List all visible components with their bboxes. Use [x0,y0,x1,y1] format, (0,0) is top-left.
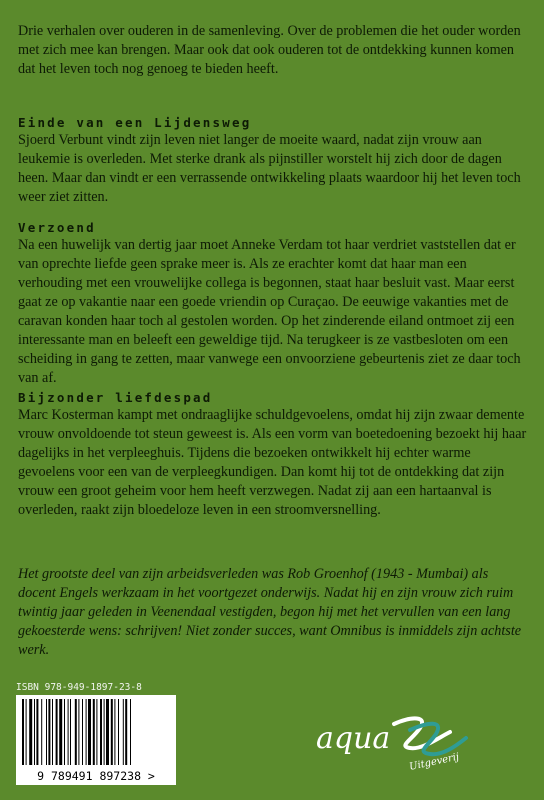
barcode-bar [41,699,42,765]
barcode-bar [106,699,109,765]
barcode-bar [68,699,69,765]
barcode-bar [104,699,105,765]
barcode-bar [82,699,83,765]
barcode-bar [96,699,97,765]
barcode-bar [93,699,95,765]
barcode-bar [86,699,87,765]
logo-text: aqua [316,721,391,756]
barcode-bar [36,699,38,765]
story-title: Verzoend [18,220,96,235]
barcode-bar [100,699,102,765]
barcode-bar [29,699,32,765]
story-3 [18,390,528,520]
barcode-bar [111,699,113,765]
story-1 [18,115,528,207]
barcode-bar [56,699,58,765]
publisher-logo [312,712,472,792]
story-text: Marc Kosterman kampt met ondraaglijke schuldgevoelens, omdat hij zijn zwaar demente vrouw onvoldoende tot steun geweest is. Als een vorm van boetedoening bezoekt hij haar dagelijks in het verpleeghuis. Tijdens die bezoeken ontwikkelt hij echter warme gevoelens voor een van de verpleegkundigen. Dan komt hij tot de ontdekking dat zijn vrouw een groot geheim voor hem heeft verzwegen. Nadat zij aan een hartaanval is overleden, raakt zijn bloedeloze leven in een stroomversnelling. [18,407,527,518]
barcode-bar [34,699,35,765]
barcode-bar [88,699,91,765]
barcode-bar [123,699,124,765]
barcode-bar [22,699,24,765]
barcode-bar [48,699,50,765]
barcode-bar [26,699,27,765]
barcode-bars-graphic [16,695,176,767]
barcode-bar [78,699,79,765]
story-title: Bijzonder liefdespad [18,390,213,405]
barcode-bar [52,699,53,765]
logo-tagline: Uitgeverij [408,751,461,773]
barcode-bar [118,699,119,765]
logo-swoosh-1 [394,718,450,748]
story-2 [18,220,528,388]
barcode-bar [130,699,131,765]
barcode-digits: 9 789491 897238 > [16,767,176,785]
isbn-label: ISBN 978-949-1897-23-8 [16,682,142,693]
aqua-logo-graphic [312,712,472,792]
story-text: Na een huwelijk van dertig jaar moet Anneke Verdam tot haar verdriet vaststellen dat er van oprechte liefde geen sprake meer is. Als ze erachter komt dat haar man een verhouding met een vrouwelijke collega is begonnen, staat haar besluit vast. Maar eerst gaat ze op vakantie naar een goede vriendin op Curaçao. De eeuwige vakanties met de caravan konden haar toch al gestolen worden. Op het zinderende eiland ontmoet zij een interessante man en beleeft een geweldige tijd. Na terugkeer is ze vastbesloten om een scheiding in gang te zetten, maar vanwege een onvoorziene gebeurtenis ziet ze daar toch van af. [18,237,521,386]
intro-text: Drie verhalen over ouderen in de samenleving. Over de problemen die het ouder worden met zich mee kan brengen. Maar ook dat ook ouderen tot de ontdekking kunnen komen dat het leven toch nog genoeg te bieden heeft. [18,23,521,77]
barcode-bar [70,699,71,765]
barcode-bar [75,699,77,765]
barcode-bar [59,699,62,765]
story-title: Einde van een Lijdensweg [18,115,252,130]
barcode-bar [125,699,127,765]
author-bio: Het grootste deel van zijn arbeidsverleden was Rob Groenhof (1943 - Mumbai) als docent Engels werkzaam in het voortgezet onderwijs. Nadat hij en zijn vrouw zich ruim twintig jaar geleden in Veenendaal vestigden, begon hij met het vervullen van een lang gekoesterde wens: schrijven! Niet zonder succes, want Omnibus is inmiddels zijn achtste werk. [18,566,522,658]
barcode-bars [16,695,176,767]
barcode-bar [46,699,47,765]
story-text: Sjoerd Verbunt vindt zijn leven niet langer de moeite waard, nadat zijn vrouw aan leukemie is overleden. Met sterke drank als pijnstiller worstelt hij zich door de dagen heen. Maar dan vindt er een verrassende ontwikkeling plaats waardoor hij het leven toch weer ziet zitten. [18,132,521,205]
barcode-bar [114,699,115,765]
barcode-bar [64,699,65,765]
barcode [16,681,176,787]
